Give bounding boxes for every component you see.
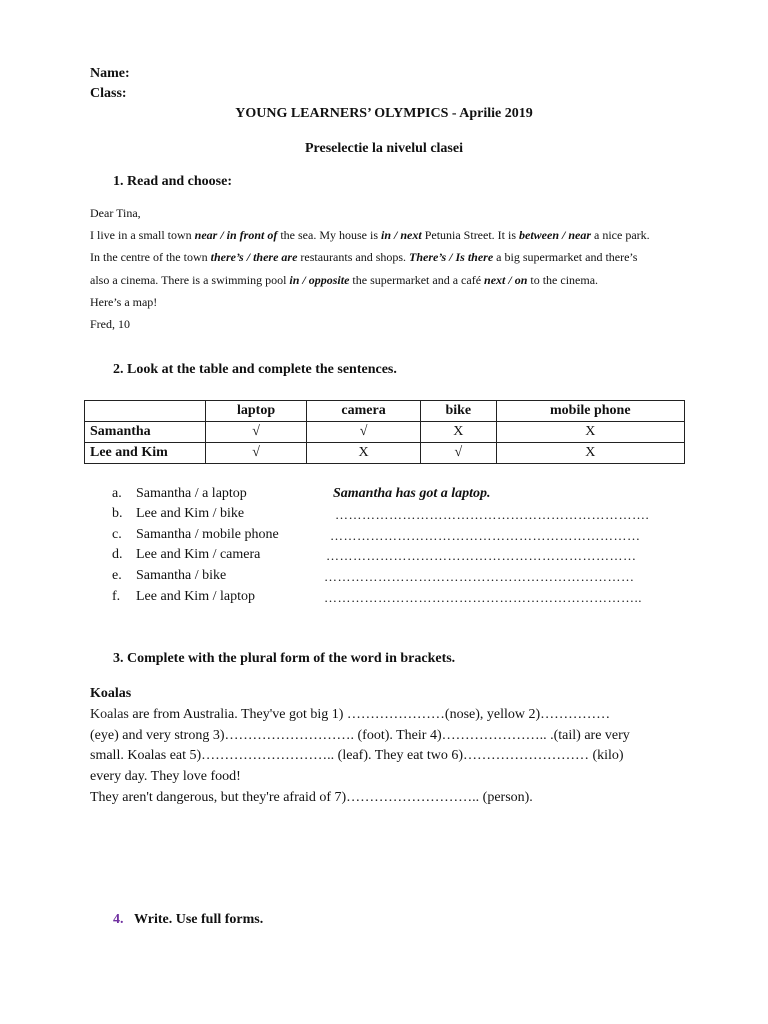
table-header-cell: camera [307, 401, 421, 422]
choice-5: There’s / Is there [409, 250, 494, 264]
table-cell: X [421, 422, 497, 443]
class-label: Class: [90, 86, 127, 101]
exercise-answer-example: Samantha has got a laptop. [333, 486, 491, 501]
letter-line-1: I live in a small town near / in front of the sea. My house is in / next Petunia Street. It is between / near a nice park. [90, 228, 650, 242]
story-line-1: Koalas are from Australia. They've got big 1) …………………(nose), yellow 2)…………… [90, 707, 611, 722]
table-cell: √ [206, 422, 307, 443]
table-header-cell [85, 401, 206, 422]
exercise-item: e. Samantha / bike [112, 568, 227, 583]
table-header-cell: laptop [206, 401, 307, 422]
choice-2: in / next [381, 228, 422, 242]
table-cell: X [496, 443, 684, 464]
choice-4: there’s / there are [210, 250, 298, 264]
choice-6: in / opposite [289, 273, 350, 287]
section4-title: Write. Use full forms. [134, 912, 264, 927]
table-cell: X [307, 443, 421, 464]
page-subtitle: Preselectie la nivelul clasei [305, 141, 463, 156]
table-header-cell: bike [421, 401, 497, 422]
story-line-5: They aren't dangerous, but they're afraid of 7)……………………….. (person). [90, 790, 533, 805]
section1-heading: 1. Read and choose: [113, 174, 233, 189]
choice-7: next / on [484, 273, 528, 287]
table-header-cell: mobile phone [496, 401, 684, 422]
section4-heading [113, 912, 263, 928]
page-title: YOUNG LEARNERS’ OLYMPICS - Aprilie 2019 [235, 106, 533, 121]
letter-line-2: In the centre of the town there’s / there are restaurants and shops. There’s / Is there a big supermarket and there’s [90, 250, 638, 264]
story-line-2: (eye) and very strong 3)………………………. (foot). Their 4)………………….. .(tail) are very [90, 728, 630, 743]
exercise-item: b. Lee and Kim / bike [112, 506, 245, 521]
exercise-item: d. Lee and Kim / camera [112, 547, 261, 562]
table-cell: √ [421, 443, 497, 464]
letter-line-3: also a cinema. There is a swimming pool in / opposite the supermarket and a café next / on to the cinema. [90, 273, 599, 287]
answer-blank[interactable]: …………………………………………………………… [326, 548, 637, 563]
table-header-row [85, 401, 685, 422]
table-row [85, 422, 685, 443]
table-cell: √ [206, 443, 307, 464]
story-title: Koalas [90, 686, 132, 701]
section3-heading: 3. Complete with the plural form of the word in brackets. [113, 651, 456, 666]
section4-number: 4. [113, 912, 124, 927]
choice-3: between / near [519, 228, 592, 242]
answer-blank[interactable]: …………………………………………………………… [324, 569, 635, 584]
story-line-3: small. Koalas eat 5)……………………….. (leaf). They eat two 6)……………………… (kilo) [90, 748, 624, 763]
items-table [84, 400, 685, 464]
answer-blank[interactable]: …………………………………………………………….. [324, 590, 642, 605]
table-cell: X [496, 422, 684, 443]
table-cell: √ [307, 422, 421, 443]
table-cell: Lee and Kim [85, 443, 206, 464]
answer-blank[interactable]: ……………………………………………………………. [335, 507, 650, 522]
letter-signature: Fred, 10 [90, 317, 130, 331]
story-line-4: every day. They love food! [90, 769, 241, 784]
choice-1: near / in front of [194, 228, 278, 242]
table-row [85, 443, 685, 464]
letter-greeting: Dear Tina, [90, 206, 141, 220]
name-label: Name: [90, 66, 130, 81]
exercise-item: c. Samantha / mobile phone [112, 527, 279, 542]
section2-heading: 2. Look at the table and complete the sentences. [113, 362, 397, 377]
letter-line-4: Here’s a map! [90, 295, 158, 309]
exercise-item: a. Samantha / a laptop [112, 486, 247, 501]
answer-blank[interactable]: …………………………………………………………… [330, 528, 641, 543]
exercise-item: f. Lee and Kim / laptop [112, 589, 255, 604]
table-cell: Samantha [85, 422, 206, 443]
